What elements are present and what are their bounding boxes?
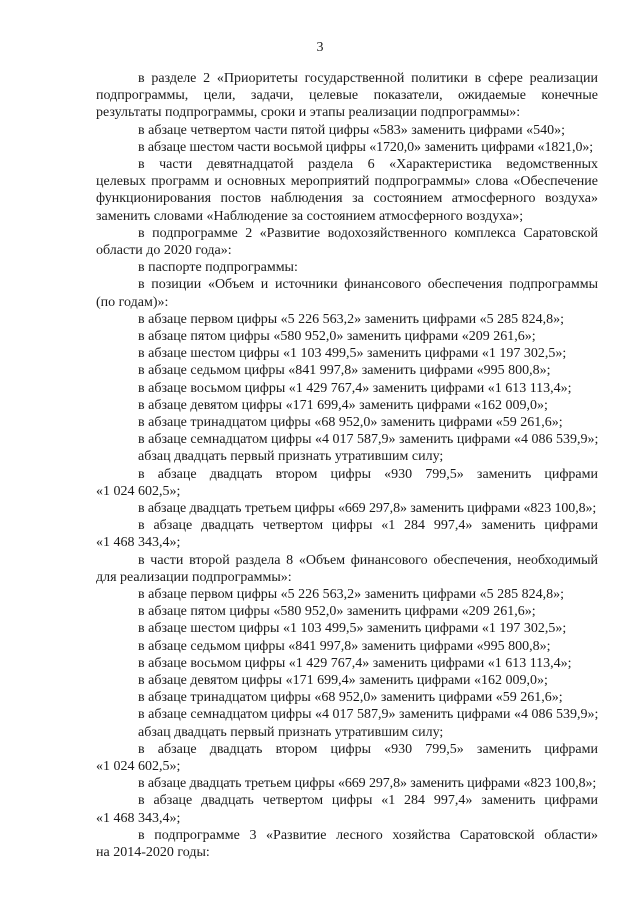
text-line: в абзаце седьмом цифры «841 997,8» заменить цифрами «995 800,8»; bbox=[138, 363, 551, 379]
text-line: функционирования постов наблюдения за состоянием атмосферного воздуха» bbox=[96, 191, 598, 207]
text-line: в абзаце шестом части восьмой цифры «1720,0» заменить цифрами «1821,0»; bbox=[138, 139, 594, 155]
text-line: в абзаце двадцать четвертом цифры «1 284 997,4» заменить цифрами bbox=[138, 793, 598, 809]
text-line: (по годам)»: bbox=[96, 294, 169, 310]
text-line: подпрограммы, цели, задачи, целевые показатели, ожидаемые конечные bbox=[96, 88, 598, 104]
text-line: в абзаце шестом цифры «1 103 499,5» заменить цифрами «1 197 302,5»; bbox=[138, 346, 567, 362]
text-line: «1 468 343,4»; bbox=[96, 810, 181, 826]
text-line: заменить словами «Наблюдение за состоянием атмосферного воздуха»; bbox=[96, 208, 524, 224]
text-line: в абзаце двадцать третьем цифры «669 297,8» заменить цифрами «823 100,8»; bbox=[138, 500, 597, 516]
text-line: в абзаце семнадцатом цифры «4 017 587,9» заменить цифрами «4 086 539,9»; bbox=[138, 707, 598, 723]
text-line: абзац двадцать первый признать утратившим силу; bbox=[138, 449, 444, 465]
text-line: «1 468 343,4»; bbox=[96, 535, 181, 551]
text-line: в абзаце тринадцатом цифры «68 952,0» заменить цифрами «59 261,6»; bbox=[138, 690, 563, 706]
text-line: в абзаце первом цифры «5 226 563,2» заменить цифрами «5 285 824,8»; bbox=[138, 311, 564, 327]
text-line: в части девятнадцатой раздела 6 «Характеристика ведомственных bbox=[138, 156, 598, 172]
text-line: на 2014-2020 годы: bbox=[96, 844, 210, 860]
text-line: в позиции «Объем и источники финансового обеспечения подпрограммы bbox=[138, 277, 598, 293]
page-number: 3 bbox=[316, 40, 324, 55]
text-line: в части второй раздела 8 «Объем финансового обеспечения, необходимый bbox=[138, 552, 598, 568]
text-line: для реализации подпрограммы»: bbox=[96, 569, 292, 585]
text-line: области до 2020 года»: bbox=[96, 242, 232, 258]
text-line: в абзаце первом цифры «5 226 563,2» заменить цифрами «5 285 824,8»; bbox=[138, 586, 564, 602]
text-line: в абзаце пятом цифры «580 952,0» заменить цифрами «209 261,6»; bbox=[138, 604, 536, 620]
text-line: в разделе 2 «Приоритеты государственной политики в сфере реализации bbox=[138, 71, 598, 86]
text-line: в абзаце двадцать втором цифры «930 799,5» заменить цифрами bbox=[138, 741, 598, 757]
text-line: в абзаце пятом цифры «580 952,0» заменить цифрами «209 261,6»; bbox=[138, 328, 536, 344]
text-line: в абзаце шестом цифры «1 103 499,5» заменить цифрами «1 197 302,5»; bbox=[138, 621, 567, 637]
text-line: в подпрограмме 2 «Развитие водохозяйственного комплекса Саратовской bbox=[138, 225, 598, 241]
text-line: в абзаце девятом цифры «171 699,4» заменить цифрами «162 009,0»; bbox=[138, 672, 548, 688]
text-line: в абзаце двадцать третьем цифры «669 297,8» заменить цифрами «823 100,8»; bbox=[138, 776, 597, 792]
text-line: в абзаце седьмом цифры «841 997,8» заменить цифрами «995 800,8»; bbox=[138, 638, 551, 654]
text-line: «1 024 602,5»; bbox=[96, 758, 181, 774]
text-line: «1 024 602,5»; bbox=[96, 483, 181, 499]
text-line: в абзаце семнадцатом цифры «4 017 587,9» заменить цифрами «4 086 539,9»; bbox=[138, 432, 598, 448]
text-line: в абзаце восьмом цифры «1 429 767,4» заменить цифрами «1 613 113,4»; bbox=[138, 655, 572, 671]
text-line: в паспорте подпрограммы: bbox=[138, 260, 298, 276]
text-line: в абзаце четвертом части пятой цифры «583» заменить цифрами «540»; bbox=[138, 122, 566, 138]
text-line: в подпрограмме 3 «Развитие лесного хозяйства Саратовской области» bbox=[138, 827, 598, 843]
document-body bbox=[96, 70, 598, 861]
text-line: абзац двадцать первый признать утратившим силу; bbox=[138, 724, 444, 740]
text-line: целевых программ и основных мероприятий подпрограммы» слова «Обеспечение bbox=[96, 174, 598, 190]
text-line: результаты подпрограммы, сроки и этапы реализации подпрограммы»: bbox=[96, 105, 521, 121]
text-line: в абзаце двадцать четвертом цифры «1 284 997,4» заменить цифрами bbox=[138, 518, 598, 534]
text-line: в абзаце девятом цифры «171 699,4» заменить цифрами «162 009,0»; bbox=[138, 397, 548, 413]
text-line: в абзаце двадцать втором цифры «930 799,5» заменить цифрами bbox=[138, 466, 598, 482]
text-line: в абзаце восьмом цифры «1 429 767,4» заменить цифрами «1 613 113,4»; bbox=[138, 380, 572, 396]
text-line: в абзаце тринадцатом цифры «68 952,0» заменить цифрами «59 261,6»; bbox=[138, 414, 563, 430]
